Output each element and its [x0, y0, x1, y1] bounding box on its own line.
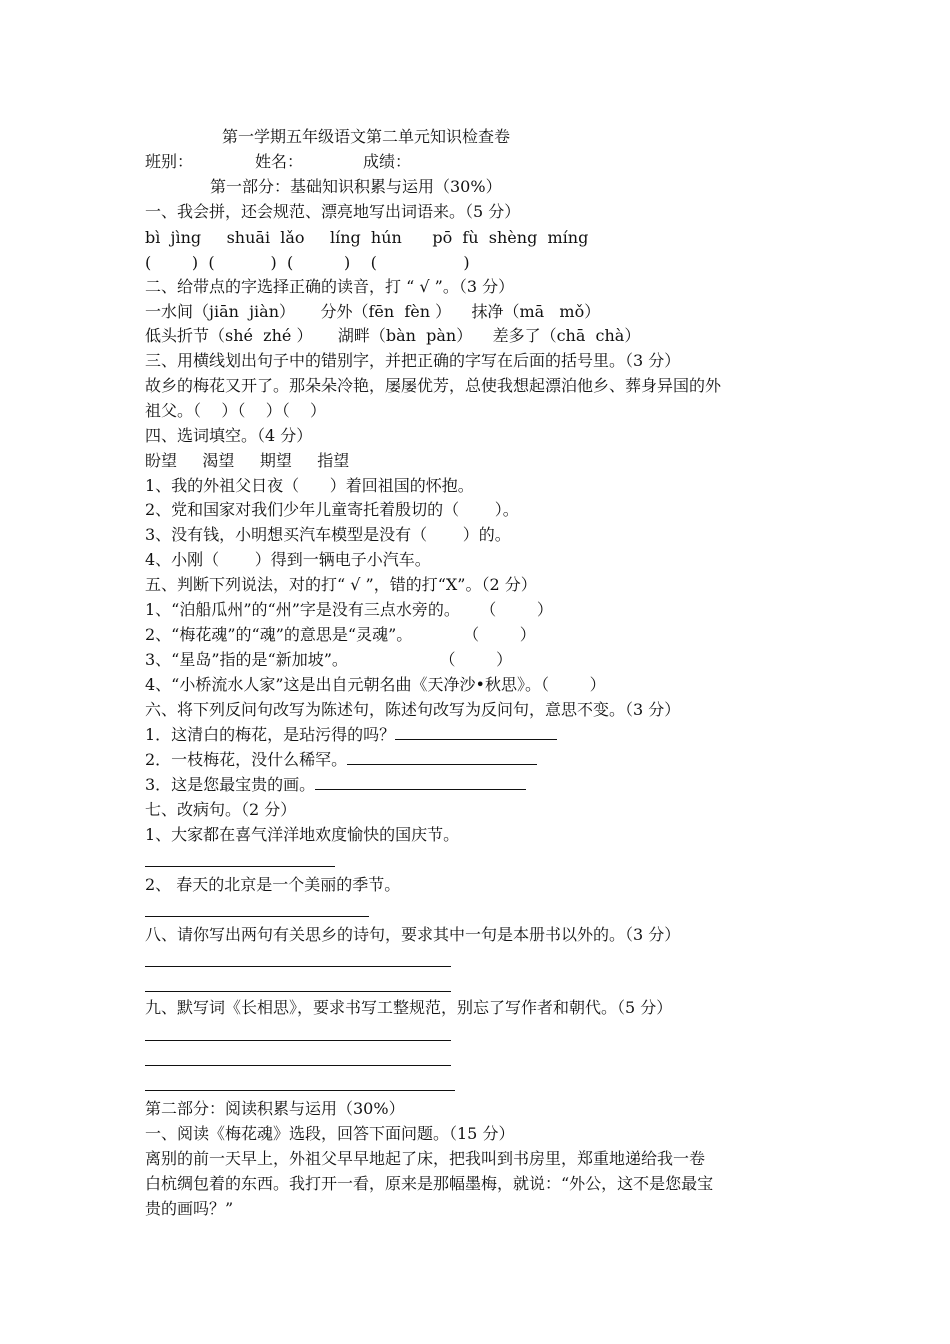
student-info-row — [145, 152, 411, 172]
q5-item: 1、“泊船瓜州”的“州”字是没有三点水旁的。 （ ） — [145, 600, 553, 619]
q7-item: 2、 春天的北京是一个美丽的季节。 — [145, 875, 401, 894]
q4-word-bank: 盼望 渴望 期望 指望 — [145, 451, 350, 470]
passage-line: 离别的前一天早上，外祖父早早地起了床，把我叫到书房里，郑重地递给我一卷 — [145, 1149, 706, 1168]
q2-row1: 一水间（jiān jiàn） 分外（fēn fèn ） 抹净（mā mǒ） — [145, 302, 601, 321]
q3-line2: 祖父。（ ）（ ）（ ） — [145, 401, 327, 420]
answer-line[interactable] — [145, 991, 451, 992]
q2-heading: 二、给带点的字选择正确的读音，打 “ √ ”。（3 分） — [145, 277, 515, 296]
q1-answer-blanks: ( ) ( ) ( ) ( ) — [145, 253, 470, 272]
q4-heading: 四、选词填空。（4 分） — [145, 426, 313, 445]
page-title: 第一学期五年级语文第二单元知识检查卷 — [222, 127, 511, 146]
q1-heading: 一、我会拼，还会规范、漂亮地写出词语来。（5 分） — [145, 202, 521, 221]
q1-pinyin: bì jìng shuāi lǎo líng hún pō fù shèng míng — [145, 228, 589, 247]
q8-heading: 八、请你写出两句有关思乡的诗句，要求其中一句是本册书以外的。（3 分） — [145, 925, 681, 944]
q4-item: 1、我的外祖父日夜（ ）着回祖国的怀抱。 — [145, 476, 474, 495]
part1-heading: 第一部分：基础知识积累与运用（30%） — [210, 177, 502, 196]
q6-heading: 六、将下列反问句改写为陈述句，陈述句改写为反问句，意思不变。（3 分） — [145, 700, 681, 719]
class-label: 班别： — [145, 152, 194, 171]
q5-item: 3、“星岛”指的是“新加坡”。 （ ） — [145, 650, 513, 669]
answer-line[interactable] — [145, 1040, 451, 1041]
answer-line[interactable] — [145, 1065, 451, 1066]
answer-blank[interactable] — [395, 725, 557, 740]
score-label: 成绩： — [363, 152, 412, 171]
part2-q1-heading: 一、阅读《梅花魂》选段，回答下面问题。（15 分） — [145, 1124, 515, 1143]
q2-row2: 低头折节（shé zhé ） 湖畔（bàn pàn） 差多了（chā chà） — [145, 326, 641, 345]
part2-heading: 第二部分：阅读积累与运用（30%） — [145, 1099, 405, 1118]
q3-heading: 三、用横线划出句子中的错别字，并把正确的字写在后面的括号里。（3 分） — [145, 351, 681, 370]
answer-line[interactable] — [145, 916, 369, 917]
q4-item: 4、小刚（ ）得到一辆电子小汽车。 — [145, 550, 431, 569]
answer-line[interactable] — [145, 866, 335, 867]
name-label: 姓名： — [255, 152, 304, 171]
q3-line1: 故乡的梅花又开了。那朵朵冷艳，屡屡优芳，总使我想起漂泊他乡、葬身异国的外 — [145, 376, 722, 395]
q7-heading: 七、改病句。（2 分） — [145, 800, 297, 819]
answer-blank[interactable] — [315, 775, 526, 790]
q7-item: 1、大家都在喜气洋洋地欢度愉快的国庆节。 — [145, 825, 460, 844]
q4-item: 3、没有钱，小明想买汽车模型是没有（ ）的。 — [145, 525, 511, 544]
q5-item: 2、“梅花魂”的“魂”的意思是“灵魂”。 （ ） — [145, 625, 536, 644]
q4-item: 2、党和国家对我们少年儿童寄托着殷切的（ ）。 — [145, 500, 519, 519]
answer-line[interactable] — [145, 966, 451, 967]
answer-line[interactable] — [145, 1090, 455, 1091]
passage-line: 贵的画吗？” — [145, 1199, 234, 1218]
answer-blank[interactable] — [347, 750, 537, 765]
q5-heading: 五、判断下列说法，对的打“ √ ”，错的打“X”。（2 分） — [145, 575, 537, 594]
q9-heading: 九、默写词《长相思》，要求书写工整规范，别忘了写作者和朝代。（5 分） — [145, 998, 673, 1017]
passage-line: 白杭绸包着的东西。我打开一看，原来是那幅墨梅，就说：“外公，这不是您最宝 — [145, 1174, 714, 1193]
q6-item: 1．这清白的梅花，是玷污得的吗？ — [145, 725, 557, 745]
q5-item: 4、“小桥流水人家”这是出自元朝名曲《天净沙•秋思》。（ ） — [145, 675, 606, 694]
q6-item: 3．这是您最宝贵的画。 — [145, 775, 526, 795]
q6-item: 2．一枝梅花，没什么稀罕。 — [145, 750, 537, 770]
